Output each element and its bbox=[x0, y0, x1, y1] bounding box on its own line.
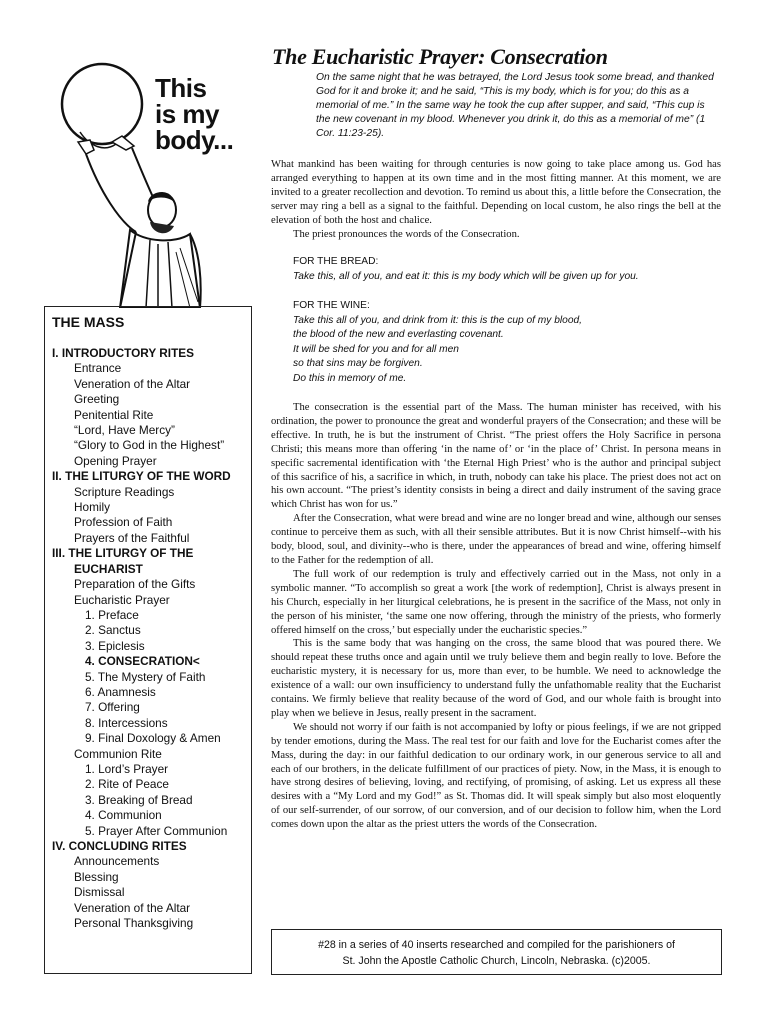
article-paragraph: We should not worry if our faith is not accompanied by lofty or pious feelings, if we are not gripped by tender emotions, during the Mass. The real test for our faith and love for the Eucharist comes after the Mass, during the day: in our faithful dedication to our ordinary work, in our generous service to all and each of our brothers, in the delicate fulfillment of our practices of piety. Now, in the Mass, it is enough to have strong desires of believing, loving, and rectifying, of promising, of asking. Let us express all these desires with a “My Lord and my God!” as St. Thomas did. It will speak simply but also most eloquently of our self-surrender, of our sorrow, of our conversion, and of our decision to follow him, when the Lord comes down upon the altar as the priest utters the words of the Consecration. bbox=[271, 721, 721, 831]
wine-line: It will be shed for you and for all men bbox=[293, 343, 459, 355]
outline-item: Opening Prayer bbox=[74, 453, 157, 468]
wine-line: Take this all of you, and drink from it: this is the cup of my blood, bbox=[293, 314, 582, 326]
wine-line: so that sins may be forgiven. bbox=[293, 358, 423, 369]
outline-item: Announcements bbox=[74, 854, 160, 869]
page-title: The Eucharistic Prayer: Consecration bbox=[272, 44, 608, 69]
mass-outline-title: THE MASS bbox=[52, 314, 125, 330]
outline-item: 5. The Mystery of Faith bbox=[85, 669, 206, 684]
caption-line-2: is my bbox=[155, 99, 219, 129]
outline-item: Communion Rite bbox=[74, 746, 162, 761]
outline-item: Veneration of the Altar bbox=[74, 900, 191, 915]
outline-item: 4. Communion bbox=[85, 808, 162, 823]
outline-item: Homily bbox=[74, 500, 111, 515]
intro-paragraph: What mankind has been waiting for through centuries is now going to take place among us. God has arranged everything to happen at its own time and in the most fitting manner. At this moment, we are invited to a greater recollection and devotion. To remind us about this, a little before the Consecration, the server may ring a bell as a signal to the faithful. Depending on local custom, he also rings the bell at the elevation of both the host and chalice. bbox=[271, 159, 721, 226]
priest-line: The priest pronounces the words of the Consecration. bbox=[293, 228, 520, 240]
outline-item: 7. Offering bbox=[85, 700, 140, 715]
main-article bbox=[271, 401, 721, 832]
outline-item: Entrance bbox=[74, 361, 122, 376]
outline-item: 5. Prayer After Communion bbox=[85, 823, 228, 838]
outline-item: Greeting bbox=[74, 392, 120, 407]
outline-item: II. THE LITURGY OF THE WORD bbox=[52, 469, 231, 484]
caption-line-3: body... bbox=[155, 125, 234, 155]
article-paragraph: The consecration is the essential part of the Mass. The human minister has received, with his ordination, the power to pronounce the great and wonderful prayers of the Consecration; and these will be effective. In truth, he is but the instrument of Christ. “The priest offers the Holy Sacrifice in persona Christi; this means more than offering ‘in the name of’ or ‘in the place of’ Christ. In persona means in specific sacremental identification with ‘the Eternal High Priest’ who is the author and principal subject of this sacrifice of his, a sacrifice in which, in truth, nobody can take his place. The priest does not act on his own account. “The priest’s identity consists in being a direct and daily instrument of the saving grace which Christ has won for us.” bbox=[271, 402, 721, 511]
outline-item: 2. Rite of Peace bbox=[85, 777, 169, 792]
outline-item: Scripture Readings bbox=[74, 484, 175, 499]
outline-item: I. INTRODUCTORY RITES bbox=[52, 346, 195, 360]
mass-outline-list bbox=[52, 346, 250, 931]
outline-item: Profession of Faith bbox=[74, 515, 173, 530]
outline-item: 2. Sanctus bbox=[85, 623, 141, 638]
outline-item: Blessing bbox=[74, 869, 119, 884]
wine-label: FOR THE WINE: bbox=[293, 300, 370, 311]
outline-item: III. THE LITURGY OF THE bbox=[52, 546, 194, 561]
outline-item: Eucharistic Prayer bbox=[74, 592, 170, 607]
footer-line-2: St. John the Apostle Catholic Church, Lincoln, Nebraska. (c)2005. bbox=[342, 955, 651, 967]
outline-item: Prayers of the Faithful bbox=[74, 530, 190, 545]
outline-item: 3. Breaking of Bread bbox=[85, 792, 193, 807]
outline-item: Dismissal bbox=[74, 885, 125, 900]
outline-item: 6. Anamnesis bbox=[85, 684, 156, 699]
outline-item: Penitential Rite bbox=[74, 407, 154, 422]
outline-item: 9. Final Doxology & Amen bbox=[85, 731, 221, 746]
outline-item: “Glory to God in the Highest” bbox=[74, 438, 225, 453]
illustration-caption bbox=[155, 75, 233, 153]
wine-line: the blood of the new and everlasting covenant. bbox=[293, 329, 504, 340]
article-paragraph: The full work of our redemption is truly and effectively carried out in the Mass, not only in a symbolic manner. “To accomplish so great a work [the work of redemption], Christ is always present in his Church, especially in her liturgical celebrations, he is present in the sacrifice of the Mass, not only in the person of his minister, ‘the same one now offering, through the ministry of the priests, who formerly offered himself on the cross,’ but especially under the eucharistic species.” bbox=[271, 568, 721, 636]
bread-words bbox=[293, 255, 639, 284]
outline-item: 1. Preface bbox=[85, 607, 139, 622]
caption-line-1: This bbox=[155, 73, 207, 103]
outline-item: 8. Intercessions bbox=[85, 715, 168, 730]
outline-item: IV. CONCLUDING RITES bbox=[52, 839, 187, 853]
bread-text: Take this, all of you, and eat it: this is my body which will be given up for you. bbox=[293, 270, 639, 282]
article-paragraph: This is the same body that was hanging on the cross, the same blood that was poured there. We should repeat these truths once and again until we truly believe them and begin really to love. Before the eucharistic mystery, it is necessary for us, more than ever, to be humble. We need to acknowledge the existence of a wall: our own insufficiency to understand fully the unfathomable reality that the Eucharist contains. We firmly believe that reality because of the word of God, and our whole faith is brought into play when we believe in Jesus, really present in the sacrament. bbox=[271, 638, 721, 719]
outline-item: Preparation of the Gifts bbox=[74, 577, 196, 592]
bread-label: FOR THE BREAD: bbox=[293, 256, 379, 267]
outline-item: 1. Lord’s Prayer bbox=[85, 761, 169, 776]
article-paragraph: After the Consecration, what were bread and wine are no longer bread and wine, although our senses continue to perceive them as such, with all their sensible attributes. But it is now Christ himself--with his body, blood, soul, and divinity--who is there, under the appearances of bread and wine, offering himself to the Father for the redemption of all. bbox=[271, 513, 721, 566]
footer bbox=[271, 937, 722, 969]
outline-item: Veneration of the Altar bbox=[74, 376, 191, 391]
intro-section bbox=[271, 158, 721, 241]
scripture-quote: On the same night that he was betrayed, the Lord Jesus took some bread, and thanked God for it and broke it; and he said, “This is my body, which is for you; do this as a memorial of me.” In the same way he took the cup after supper, and said, “This cup is the new covenant in my blood. Whenever you drink it, do this as a memorial of me” (1 Cor. 11:23-25). bbox=[316, 72, 714, 139]
wine-words bbox=[293, 299, 582, 386]
outline-item: Personal Thanksgiving bbox=[74, 916, 194, 931]
footer-line-1: #28 in a series of 40 inserts researched and compiled for the parishioners of bbox=[318, 939, 675, 951]
outline-item: “Lord, Have Mercy” bbox=[74, 423, 175, 438]
wine-line: Do this in memory of me. bbox=[293, 372, 407, 384]
outline-item: 4. CONSECRATION< bbox=[85, 654, 200, 669]
outline-item: EUCHARIST bbox=[74, 561, 143, 576]
outline-item: 3. Epiclesis bbox=[85, 638, 145, 653]
